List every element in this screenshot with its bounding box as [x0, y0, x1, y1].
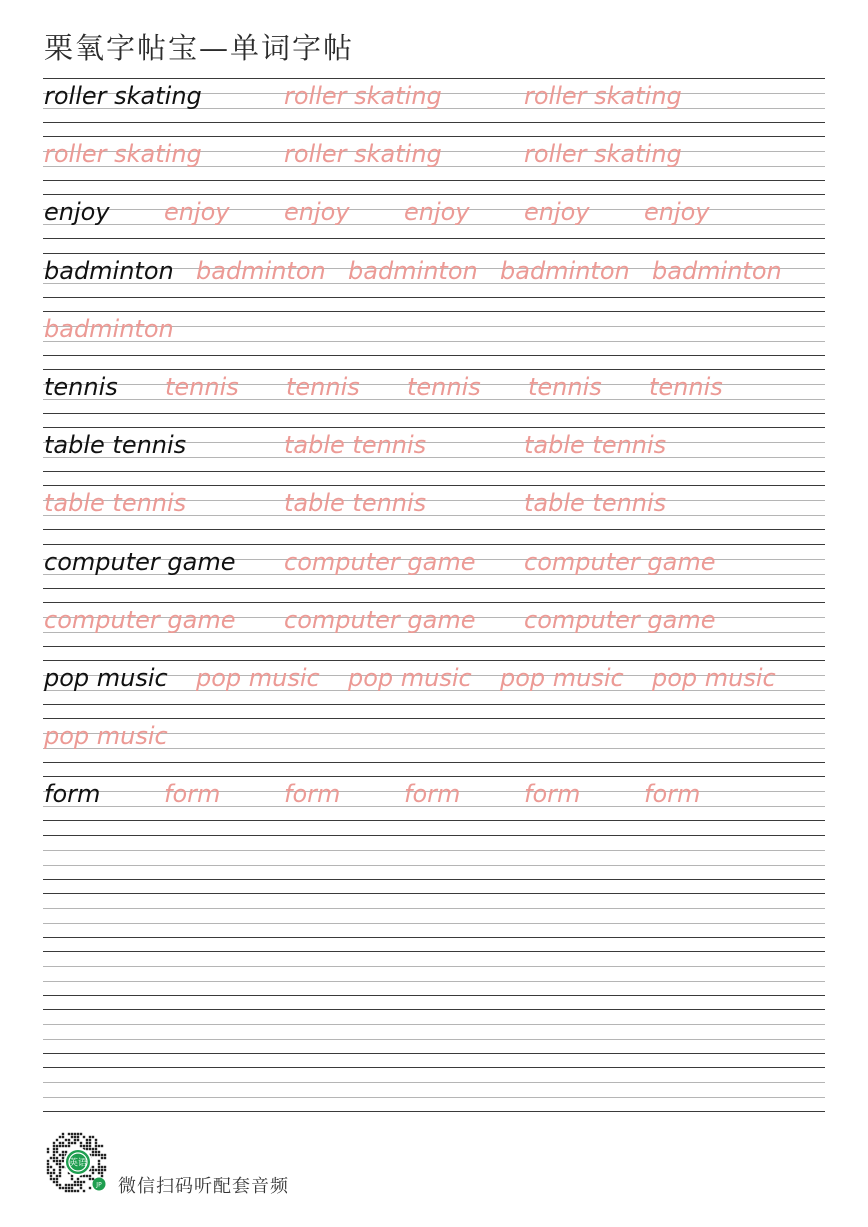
guide-line: [43, 78, 825, 79]
tracing-word: table tennis: [524, 431, 667, 460]
guide-line: [43, 297, 825, 298]
tracing-word: badminton: [348, 256, 478, 285]
tracing-word: tennis: [649, 373, 723, 401]
tracing-word: computer game: [44, 605, 236, 634]
tracing-word: pop music: [196, 664, 320, 692]
tracing-word: enjoy: [164, 198, 230, 227]
tracing-word: computer game: [284, 605, 476, 634]
guide-line: [43, 1082, 825, 1083]
guide-line: [43, 1111, 825, 1112]
model-word: badminton: [44, 256, 174, 285]
guide-line: [43, 529, 825, 530]
guide-line: [43, 122, 825, 123]
tracing-word: pop music: [44, 722, 168, 751]
guide-line: [43, 879, 825, 880]
tracing-word: table tennis: [44, 489, 187, 518]
guide-line: [43, 485, 825, 486]
page-title: 栗氧字帖宝—单词字帖: [44, 31, 355, 65]
guide-line: [43, 908, 825, 909]
tracing-word: table tennis: [524, 489, 667, 518]
tracing-word: pop music: [500, 664, 624, 692]
tracing-word: table tennis: [284, 489, 427, 518]
guide-line: [43, 180, 825, 181]
guide-line: [43, 1024, 825, 1025]
guide-line: [43, 311, 825, 312]
guide-line: [43, 951, 825, 952]
guide-line: [43, 1009, 825, 1010]
tracing-word: tennis: [528, 373, 602, 401]
guide-line: [43, 704, 825, 705]
guide-line: [43, 762, 825, 763]
guide-line: [43, 602, 825, 603]
tracing-word: roller skating: [524, 82, 682, 110]
guide-line: [43, 355, 825, 356]
guide-line: [43, 776, 825, 777]
guide-line: [43, 253, 825, 254]
guide-line: [43, 369, 825, 370]
tracing-word: enjoy: [404, 198, 470, 227]
guide-line: [43, 865, 825, 866]
model-word: pop music: [44, 664, 168, 692]
guide-line: [43, 718, 825, 719]
tracing-word: enjoy: [524, 198, 590, 227]
guide-line: [43, 427, 825, 428]
guide-line: [43, 646, 825, 647]
tracing-word: badminton: [44, 314, 174, 343]
tracing-word: roller skating: [284, 140, 442, 169]
tracing-word: form: [644, 780, 701, 809]
tracing-word: tennis: [407, 373, 481, 401]
guide-line: [43, 995, 825, 996]
tracing-word: tennis: [286, 373, 360, 401]
guide-line: [43, 588, 825, 589]
audio-footer: [42, 1128, 362, 1198]
model-word: form: [44, 780, 101, 809]
model-word: computer game: [44, 547, 236, 576]
guide-line: [43, 471, 825, 472]
tracing-word: enjoy: [284, 198, 350, 227]
guide-line: [43, 544, 825, 545]
tracing-word: badminton: [500, 256, 630, 285]
guide-line: [43, 923, 825, 924]
guide-line: [43, 1053, 825, 1054]
guide-line: [43, 1067, 825, 1068]
guide-line: [43, 820, 825, 821]
guide-line: [43, 893, 825, 894]
qr-sub-badge-text: JP: [96, 1181, 102, 1189]
tracing-word: badminton: [196, 256, 326, 285]
guide-line: [43, 835, 825, 836]
guide-line: [43, 966, 825, 967]
guide-line: [43, 1039, 825, 1040]
guide-line: [43, 413, 825, 414]
tracing-word: computer game: [524, 605, 716, 634]
model-word: tennis: [44, 373, 118, 401]
model-word: roller skating: [44, 82, 202, 110]
tracing-word: enjoy: [644, 198, 710, 227]
model-word: enjoy: [44, 198, 110, 227]
model-word: table tennis: [44, 431, 187, 460]
guide-line: [43, 660, 825, 661]
guide-line: [43, 850, 825, 851]
tracing-word: roller skating: [44, 140, 202, 169]
tracing-word: roller skating: [524, 140, 682, 169]
guide-line: [43, 1097, 825, 1098]
guide-line: [43, 136, 825, 137]
tracing-word: badminton: [652, 256, 782, 285]
guide-line: [43, 937, 825, 938]
guide-line: [43, 238, 825, 239]
tracing-word: form: [404, 780, 461, 809]
guide-line: [43, 194, 825, 195]
tracing-word: computer game: [284, 547, 476, 576]
tracing-word: form: [524, 780, 581, 809]
guide-line: [43, 981, 825, 982]
tracing-word: tennis: [165, 373, 239, 401]
tracing-word: pop music: [348, 664, 472, 692]
tracing-word: pop music: [652, 664, 776, 692]
tracing-word: table tennis: [284, 431, 427, 460]
wechat-qr-code-icon[interactable]: [42, 1128, 110, 1196]
handwriting-practice-sheet: [43, 0, 825, 1227]
qr-badge-text: 英语: [68, 1158, 88, 1169]
tracing-word: form: [164, 780, 221, 809]
tracing-word: computer game: [524, 547, 716, 576]
tracing-word: roller skating: [284, 82, 442, 110]
footer-caption: 微信扫码听配套音频: [118, 1176, 289, 1197]
tracing-word: form: [284, 780, 341, 809]
